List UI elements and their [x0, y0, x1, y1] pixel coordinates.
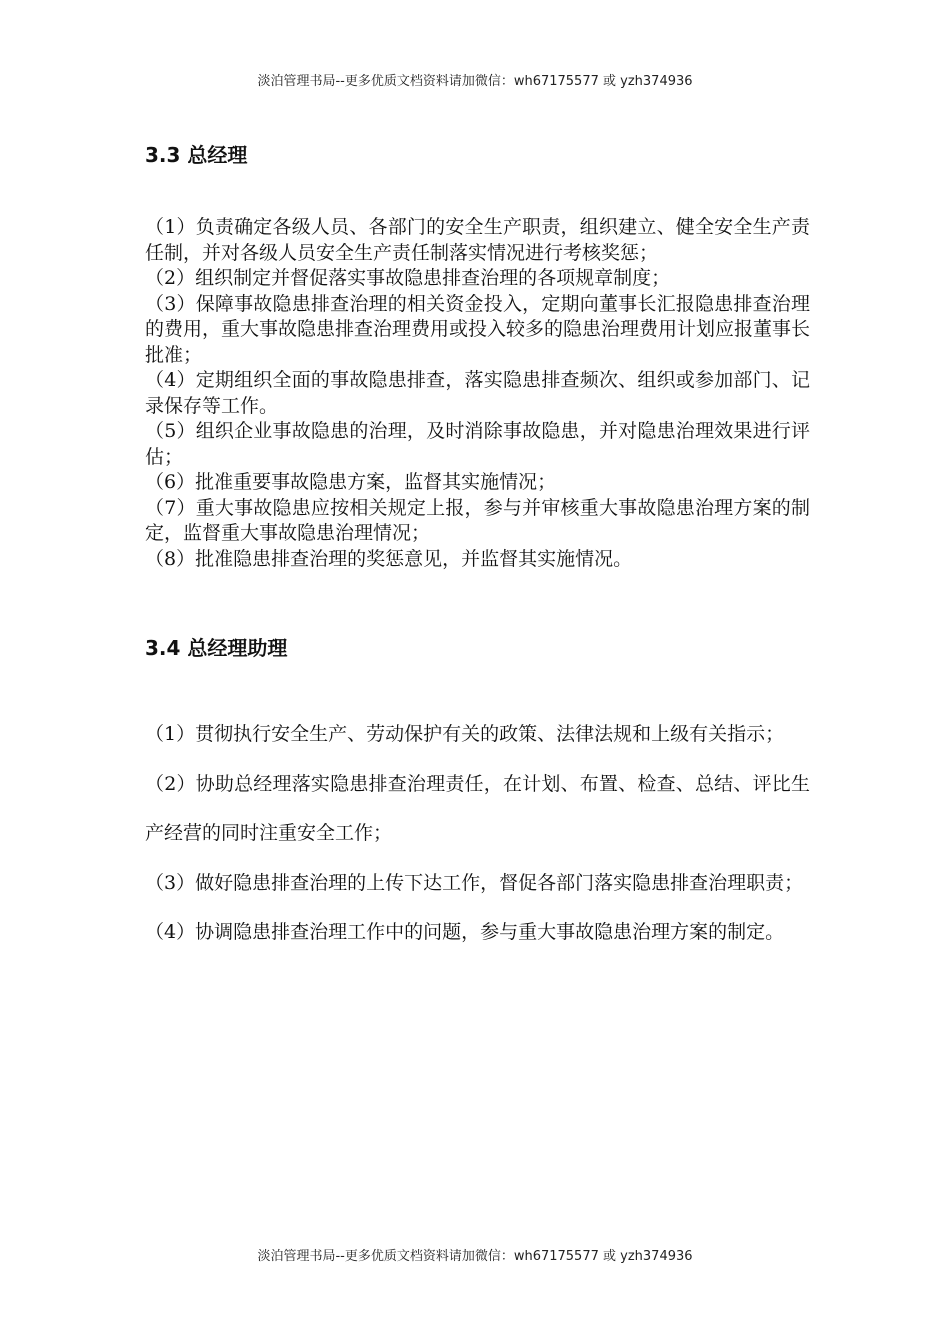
duty-item: （7）重大事故隐患应按相关规定上报，参与并审核重大事故隐患治理方案的制定，监督重大事故隐患治理情况；	[145, 496, 810, 544]
duty-item: （8）批准隐患排查治理的奖惩意见，并监督其实施情况。	[145, 547, 633, 570]
duty-item: （6）批准重要事故隐患方案，监督其实施情况；	[145, 471, 557, 493]
page-header: 淡泊管理书局--更多优质文档资料请加微信：wh67175577 或 yzh374936	[257, 74, 693, 89]
duty-item: （5）组织企业事故隐患的治理，及时消除事故隐患，并对隐患治理效果进行评估；	[145, 420, 810, 468]
duty-item: （2）协助总经理落实隐患排查治理责任，在计划、布置、检查、总结、评比生产经营的同时注重安全工作；	[145, 772, 810, 844]
duty-item: （1）贯彻执行安全生产、劳动保护有关的政策、法律法规和上级有关指示；	[145, 723, 785, 745]
section-heading-3-3: 3.3 总经理	[145, 143, 248, 167]
duty-item: （2）组织制定并督促落实事故隐患排查治理的各项规章制度；	[145, 267, 671, 289]
duty-item: （3）做好隐患排查治理的上传下达工作，督促各部门落实隐患排查治理职责；	[145, 871, 804, 894]
section-3-3-body	[145, 215, 810, 572]
section-3-4-body	[145, 710, 810, 958]
duty-item: （1）负责确定各级人员、各部门的安全生产职责，组织建立、健全安全生产责任制，并对各级人员安全生产责任制落实情况进行考核奖惩；	[145, 216, 810, 264]
duty-item: （3）保障事故隐患排查治理的相关资金投入，定期向董事长汇报隐患排查治理的费用，重大事故隐患排查治理费用或投入较多的隐患治理费用计划应报董事长批准；	[145, 292, 811, 366]
duty-item: （4）协调隐患排查治理工作中的问题，参与重大事故隐患治理方案的制定。	[145, 921, 785, 943]
duty-item: （4）定期组织全面的事故隐患排查，落实隐患排查频次、组织或参加部门、记录保存等工作。	[145, 369, 810, 417]
section-heading-3-4: 3.4 总经理助理	[145, 636, 288, 660]
page-footer: 淡泊管理书局--更多优质文档资料请加微信：wh67175577 或 yzh374936	[257, 1249, 693, 1264]
